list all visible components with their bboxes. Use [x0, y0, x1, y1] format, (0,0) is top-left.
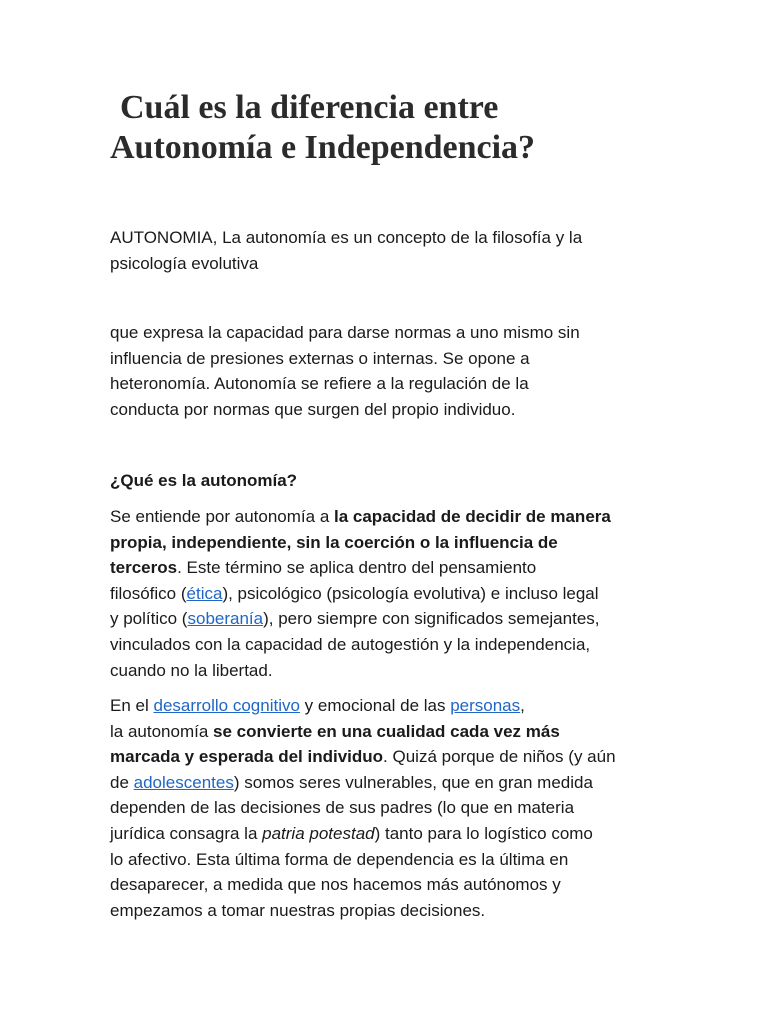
paragraph-line [110, 581, 670, 607]
title-line-2: Autonomía e Independencia? [110, 129, 536, 166]
text-run: y político ( [110, 609, 188, 629]
link-personas[interactable]: personas [450, 696, 521, 715]
section-heading-text: ¿Qué es la autonomía? [110, 471, 298, 490]
text-run: ), pero siempre con significados semejantes, [263, 609, 600, 629]
definition-paragraph [110, 320, 670, 422]
text-run: de [110, 772, 134, 792]
paragraph-line [110, 744, 670, 770]
text-run: jurídica consagra la [110, 823, 263, 843]
paragraph-line [110, 719, 670, 745]
link-desarrollo-cognitivo[interactable]: desarrollo cognitivo [153, 696, 300, 715]
paragraph-line: dependen de las decisiones de sus padres (lo que en materia [110, 798, 575, 818]
bold-text: marcada y esperada del individuo [110, 747, 384, 767]
paragraph-line: lo afectivo. Esta última forma de dependencia es la última en [110, 849, 569, 869]
text-run: filosófico ( [110, 583, 187, 603]
text-run: . Este término se aplica dentro del pensamiento [177, 558, 537, 578]
definition-line: que expresa la capacidad para darse normas a uno mismo sin [110, 323, 580, 342]
text-run: , [520, 696, 525, 715]
link-adolescentes[interactable]: adolescentes [133, 772, 234, 792]
link-etica[interactable]: ética [186, 583, 223, 603]
definition-line: conducta por normas que surgen del propio individuo. [110, 399, 516, 419]
paragraph-line: desaparecer, a medida que nos hacemos más autónomos y [110, 875, 561, 895]
paragraph-line [110, 504, 670, 530]
title-line-1: Cuál es la diferencia entre [120, 89, 499, 126]
text-run: Se entiende por autonomía a [110, 507, 334, 526]
paragraph-autonomy-definition [110, 504, 670, 683]
paragraph-line [110, 606, 670, 632]
text-run: la autonomía [110, 721, 214, 741]
definition-line: heteronomía. Autonomía se refiere a la regulación de la [110, 374, 529, 394]
text-run: ) tanto para lo logístico como [374, 823, 593, 843]
page-title [110, 88, 670, 168]
paragraph-cognitive-development [110, 693, 670, 923]
link-soberania[interactable]: soberanía [187, 609, 264, 629]
italic-text: patria potestad [262, 823, 375, 843]
text-run: ), psicológico (psicología evolutiva) e incluso legal [222, 583, 599, 603]
text-run: . Quizá porque de niños (y aún [383, 747, 616, 767]
bold-text: la capacidad de decidir de manera [334, 507, 611, 526]
bold-text: se convierte en una cualidad cada vez más [213, 721, 560, 741]
bold-text: terceros [110, 558, 178, 578]
section-heading [110, 468, 670, 494]
intro-paragraph [110, 225, 670, 276]
paragraph-line [110, 770, 670, 796]
text-run: En el [110, 696, 154, 715]
paragraph-line: cuando no la libertad. [110, 660, 273, 680]
paragraph-line: vinculados con la capacidad de autogestión y la independencia, [110, 634, 591, 654]
paragraph-line [110, 555, 670, 581]
paragraph-line: empezamos a tomar nuestras propias decisiones. [110, 900, 486, 920]
intro-line-2: psicología evolutiva [110, 253, 259, 273]
definition-line: influencia de presiones externas o internas. Se opone a [110, 348, 530, 368]
text-run: y emocional de las [299, 696, 451, 715]
bold-text: propia, independiente, sin la coerción o la influencia de [110, 532, 558, 552]
intro-line-1: AUTONOMIA, La autonomía es un concepto de la filosofía y la [110, 228, 583, 247]
text-run: ) somos seres vulnerables, que en gran medida [233, 772, 593, 792]
paragraph-line [110, 693, 670, 719]
paragraph-line [110, 821, 670, 847]
